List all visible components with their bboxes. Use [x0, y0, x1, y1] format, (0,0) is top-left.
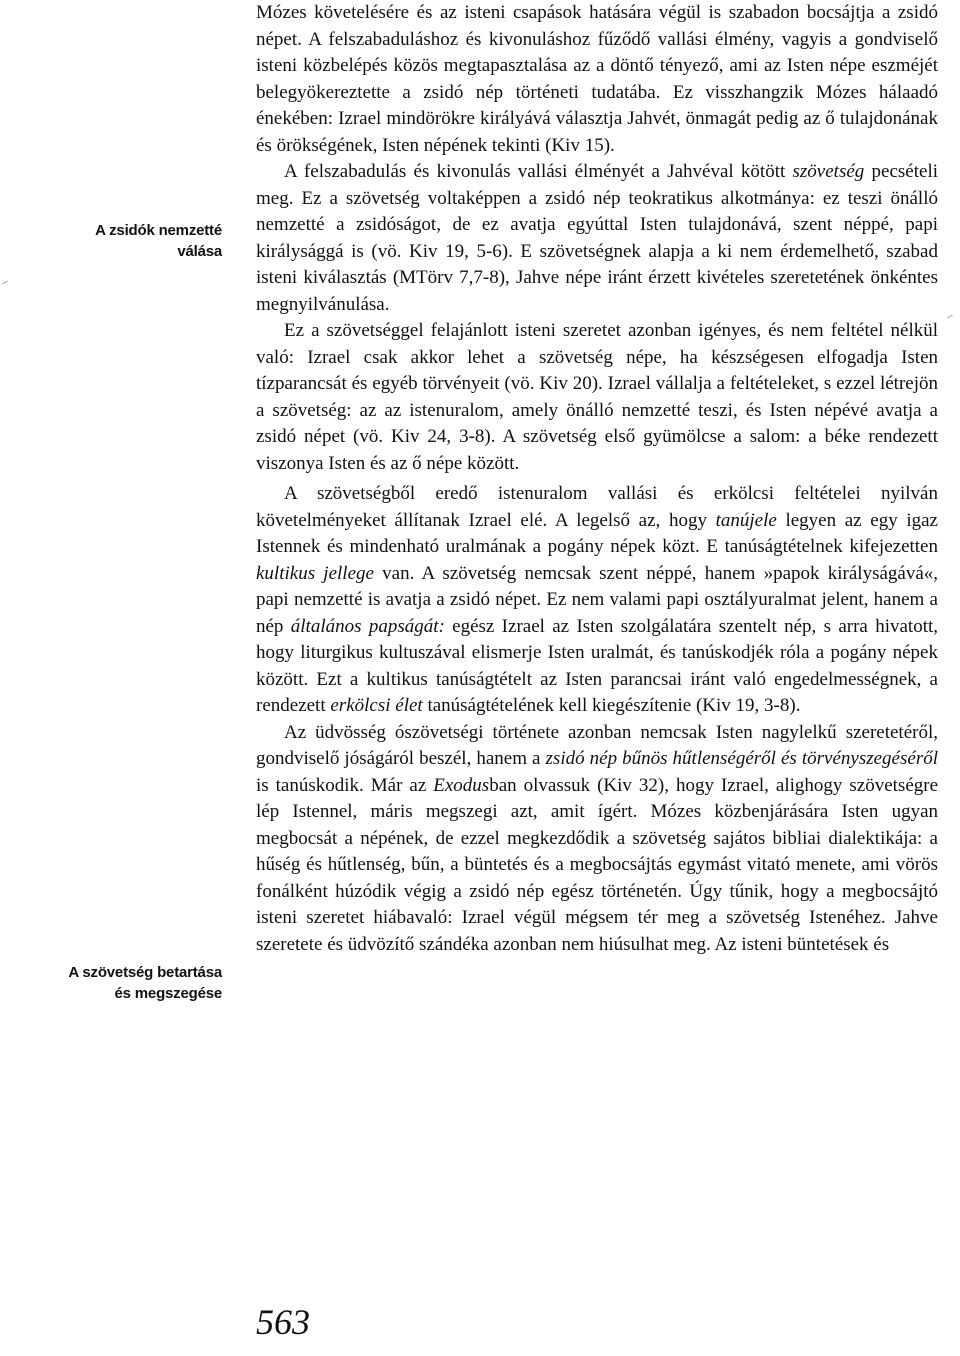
- italic-term: zsidó nép bűnös hűtlenségéről és törvényszegéséről: [545, 748, 938, 769]
- margin-note-covenant: [18, 962, 222, 1004]
- text-run: A szövetségből eredő istenuralom vallási és erkölcsi feltételei nyilván követelményeket állítanak Izrael elé. A legelső az, hogy: [256, 483, 938, 531]
- page-number: 563: [256, 1302, 310, 1342]
- margin-note-line: A zsidók nemzetté: [95, 222, 222, 239]
- text-run: tanúságtételének kell kiegészítenie (Kiv 19, 3-8).: [422, 695, 801, 716]
- scan-artifact: [2, 281, 8, 285]
- margin-note-line: és megszegése: [114, 985, 222, 1002]
- italic-term: kultikus jellege: [256, 562, 374, 584]
- text-run: legyen az egy igaz Istennek és mindenható uralmának a pogány népek közt. E tanúságtételnek kifejezetten: [256, 509, 938, 557]
- text-run: A felszabadulás és kivonulás vallási élményét a Jahvéval kötött: [284, 161, 793, 182]
- margin-note-line: válása: [177, 243, 222, 260]
- paragraph-2: [256, 159, 938, 318]
- italic-term: Exodus: [433, 774, 490, 796]
- paragraph-1: Mózes követelésére és az isteni csapások hatására végül is szabadon bocsájtja a zsidó népet. A felszabaduláshoz és kivonuláshoz fűződő vallási élmény, vagyis a gondviselő isteni közbelépés közös megtapasztalása az a döntő tényező, ami az Isten népe eszméjét belegyökereztette a zsidó nép történeti tudatába. Ez visszhangzik Mózes hálaadó énekében: Izrael mindörökre királyává választja Jahvét, önmagát pedig az ő tulajdonának és örökségének, Isten népének tekinti (Kiv 15).: [256, 2, 938, 156]
- italic-term: erkölcsi élet: [330, 695, 423, 716]
- text-run: egész Izrael az Isten szolgálatára szentelt nép, s arra hivatott, hogy liturgikus kultuszával elismerje Isten uralmát, és tanúskodjék róla a pogány népek között. Ezt a kultikus tanúságtételt az Isten parancsai iránt való engedelmességnek, a rendezett: [256, 615, 938, 716]
- text-run: van. A szövetség nemcsak szent néppé, hanem »papok királyságává«, papi nemzetté is avatja a zsidó népet. Ez nem valami papi osztályuralmat jelent, hanem a nép: [256, 562, 939, 637]
- scan-artifact: [947, 315, 953, 319]
- main-text-column: [256, 0, 938, 958]
- text-run: ban olvassuk (Kiv 32), hogy Izrael, alighogy szövetségre lép Istennel, máris megszegi azt, amit ígért. Mózes közbenjárására Isten ugyan megbocsát a népének, de ezzel megkezdődik a szövetség sajátos bibliai dialektikája: a hűség és hűtlenség, bűn, a büntetés és a megbocsájtás egymást vitató menete, ami vörös fonálként húzódik végig a zsidó nép egész történetén. Úgy tűnik, hogy a megbocsájtó isteni szeretet hiábavaló: Izrael végül mégsem tér meg a szövetség Istenéhez. Jahve szeretete és üdvözítő szándéka azonban nem hiúsulhat meg. Az isteni büntetések és: [256, 774, 939, 955]
- margin-note-line: A szövetség betartása: [68, 964, 222, 981]
- paragraph-4: [256, 481, 938, 720]
- margin-note-nation: [18, 220, 222, 262]
- italic-term: szövetség: [792, 161, 865, 182]
- text-run: is tanúskodik. Már az: [256, 774, 434, 796]
- paragraph-3: Ez a szövetséggel felajánlott isteni szeretet azonban igényes, és nem feltétel nélkül való: Izrael csak akkor lehet a szövetség népe, ha készségesen elfogadja Isten tízparancsát és egyéb törvényeit (vö. Kiv 20). Izrael vállalja a feltételeket, s ezzel létrejön a szövetség: az az istenuralom, amely önálló nemzetté teszi, és Isten népévé avatja a zsidó népet (vö. Kiv 24, 3-8). A szövetség első gyümölcse a salom: a béke rendezett viszonya Isten és az ő népe között.: [256, 320, 938, 474]
- text-run: pecsételi meg. Ez a szövetség voltaképpen a zsidó nép teokratikus alkotmánya: ez teszi önálló nemzetté a zsidóságot, de ez avatja egyúttal Isten tulajdonává, szent néppé, papi királysággá is (vö. Kiv 19, 5-6). E szövetségnek alapja a ki nem érdemelhető, szabad isteni kiválasztás (MTörv 7,7-8), Jahve népe iránt érzett kivételes szeretetének önkéntes megnyilvánulása.: [256, 161, 939, 315]
- text-run: Az üdvösség ószövetségi története azonban nemcsak Isten nagylelkű szeretetéről, gondviselő jóságáról beszél, hanem a: [256, 721, 938, 769]
- italic-term: általános papságát:: [290, 615, 445, 637]
- paragraph-5: [256, 720, 938, 959]
- italic-term: tanújele: [715, 509, 777, 531]
